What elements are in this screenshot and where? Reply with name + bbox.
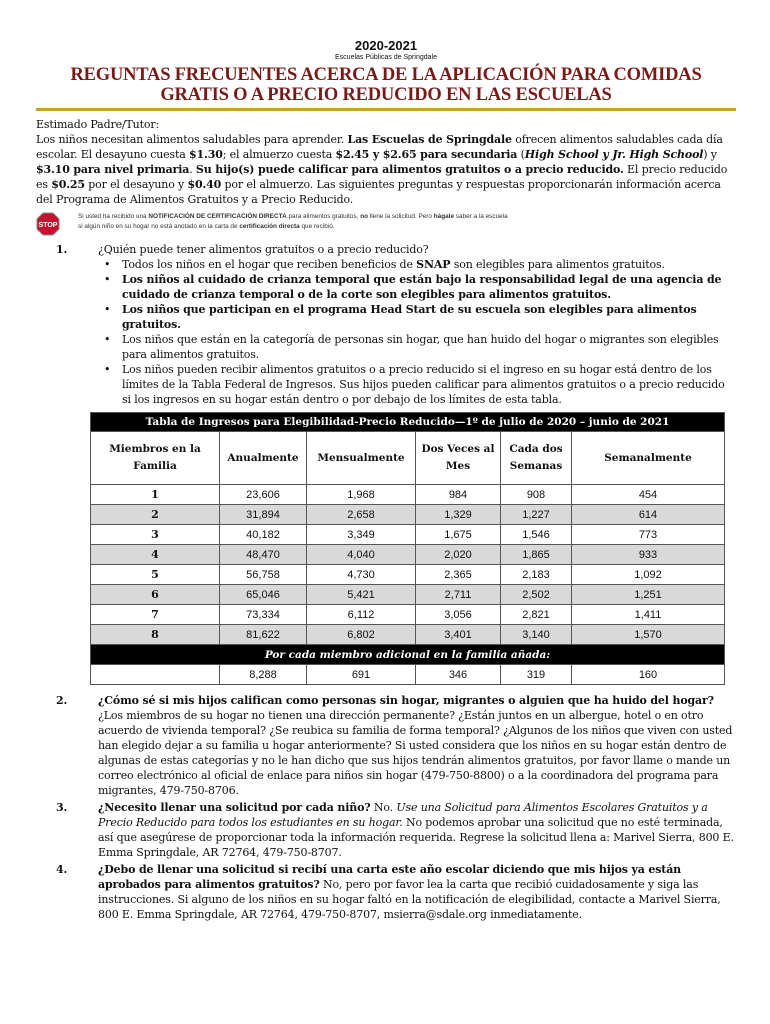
document-page: [36, 38, 736, 922]
income-cell: 81,622: [220, 625, 307, 645]
income-cell: 1,570: [572, 625, 725, 645]
question-number: 2.: [56, 694, 68, 707]
intro-text: por el almuerzo. Las siguientes preguntas y respuestas proporcionarán información acerca del Programa de Alimentos Gratuitos y a Precio Reducido.: [36, 178, 721, 206]
income-cell: 1,675: [416, 525, 501, 545]
income-eligibility-table: [90, 412, 725, 685]
table-row: [91, 485, 725, 505]
question-3-text: ¿Necesito llenar una solicitud por cada niño?: [98, 801, 371, 814]
income-cell: 3,056: [416, 605, 501, 625]
stop-sign-label: STOP: [38, 222, 58, 229]
income-cell: 1,865: [501, 545, 572, 565]
qualify-statement: Su hijo(s) puede calificar para alimentos gratuitos o a precio reducido.: [195, 163, 624, 176]
income-cell: 40,182: [220, 525, 307, 545]
lunch-price-primary: $3.10 para nivel primaria: [36, 163, 190, 176]
income-cell: 4,730: [307, 565, 416, 585]
question-2: [36, 693, 736, 798]
column-header: Miembros en la Familia: [91, 432, 220, 485]
income-cell: 2,711: [416, 585, 501, 605]
income-cell: 908: [501, 485, 572, 505]
notice-line-1: [78, 212, 508, 222]
question-number: 1.: [56, 243, 68, 256]
household-size-cell: 7: [91, 605, 220, 625]
notice-line-2: [78, 222, 508, 232]
intro-text: ofrecen alimentos saludables cada día escolar. El desayuno cuesta: [36, 133, 723, 161]
income-cell: 23,606: [220, 485, 307, 505]
income-cell: 6,802: [307, 625, 416, 645]
income-cell: 1,546: [501, 525, 572, 545]
income-cell: 1,227: [501, 505, 572, 525]
intro-text: ; el almuerzo cuesta: [222, 148, 336, 161]
question-number: 3.: [56, 801, 68, 814]
notice-text: [78, 212, 508, 232]
income-cell: 2,020: [416, 545, 501, 565]
intro-text: .: [189, 163, 196, 176]
household-size-cell: 3: [91, 525, 220, 545]
list-item: [122, 272, 736, 302]
stop-sign-icon: [36, 212, 60, 236]
income-cell: 1,968: [307, 485, 416, 505]
breakfast-price: $1.30: [189, 148, 223, 161]
notice-text-part: si algún niño en su hogar no está anotado en la carta de: [78, 223, 240, 230]
table-row: [91, 505, 725, 525]
greeting: Estimado Padre/Tutor:: [36, 118, 160, 131]
household-size-cell: 5: [91, 565, 220, 585]
household-size-cell: 1: [91, 485, 220, 505]
notice-text-part: Si usted ha recibido una: [78, 213, 149, 220]
column-header: Cada dos Semanas: [501, 432, 572, 485]
eligibility-list: [98, 257, 736, 407]
list-text: Todos los niños en el hogar que reciben beneficios de: [122, 258, 417, 271]
notice-bold: no: [360, 213, 369, 220]
question-2-answer: ¿Los miembros de su hogar no tienen una dirección permanente? ¿Están juntos en un albergue, hotel o en otro acuerdo de vivienda temporal? ¿Se reubica su familia de forma temporal? ¿Algunos de los niños que viven con usted han elegido dejar a su familia u hogar anteriormente? Si usted considera que los niños en su hogar están dentro de algunas de estas categorías y no le han dicho que sus hijos tendrán alimentos gratuitos, por favor llame o mande un correo electrónico al oficial de enlace para niños sin hogar (479-750-8800) o a la coordinadora del programa para migrantes, 479-750-8706.: [98, 709, 733, 797]
income-cell: 2,183: [501, 565, 572, 585]
household-size-cell: 2: [91, 505, 220, 525]
lunch-price-secondary: $2.45 y $2.65 para secundaria: [335, 148, 518, 161]
question-1-text: ¿Quién puede tener alimentos gratuitos o a precio reducido?: [98, 243, 429, 256]
income-cell: 454: [572, 485, 725, 505]
income-cell: 2,658: [307, 505, 416, 525]
list-item: [122, 332, 736, 362]
question-number: 4.: [56, 863, 68, 876]
additional-member-label: Por cada miembro adicional en la familia añada:: [91, 645, 725, 665]
school-year: 2020-2021: [354, 38, 418, 53]
additional-annual: 8,288: [220, 665, 307, 685]
reduced-breakfast-price: $0.25: [51, 178, 85, 191]
income-cell: 3,140: [501, 625, 572, 645]
household-size-cell: 4: [91, 545, 220, 565]
column-header: Anualmente: [220, 432, 307, 485]
notice-text-part: llene la solicitud. Pero: [368, 213, 434, 220]
income-cell: 73,334: [220, 605, 307, 625]
answer-text: No.: [370, 801, 397, 814]
table-title: Tabla de Ingresos para Elegibilidad-Precio Reducido—1º de julio de 2020 – junio de 2021: [91, 413, 725, 432]
question-2-text: ¿Cómo sé si mis hijos califican como personas sin hogar, migrantes o alguien que ha huido del hogar?: [98, 694, 714, 707]
household-size-cell: 6: [91, 585, 220, 605]
direct-certification-notice: [36, 212, 736, 236]
question-3: [36, 800, 736, 860]
table-row: [91, 525, 725, 545]
column-header: Dos Veces al Mes: [416, 432, 501, 485]
intro-text: por el desayuno y: [84, 178, 188, 191]
income-cell: 65,046: [220, 585, 307, 605]
page-title: [36, 65, 736, 105]
notice-bold: NOTIFICACIÓN DE CERTIFICACIÓN DIRECTA: [148, 213, 287, 220]
household-size-cell: 8: [91, 625, 220, 645]
question-1: [36, 242, 736, 407]
district-bold: Las Escuelas de Springdale: [347, 133, 512, 146]
income-cell: 614: [572, 505, 725, 525]
answer-text: No podemos aprobar una solicitud que no esté terminada, así que asegúrese de proporcionar toda la información requerida. Regrese la solicitud llena a: Marivel Sierra, 800 E. Emma Springdale, AR 72764, 479-750-8707.: [98, 816, 734, 859]
answer-text: No, pero por favor lea la carta que recibió cuidadosamente y siga las instrucciones. Si alguno de los niños en su hogar faltó en la notificación de elegibilidad, contacte a Marivel Sierra, 800 E. Emma Springdale, AR 72764, 479-750-8707, msierra@sdale.org inmediatamente.: [98, 878, 721, 921]
table-row: [91, 545, 725, 565]
district-name: Escuelas Públicas de Springdale: [335, 54, 437, 61]
income-cell: 3,349: [307, 525, 416, 545]
intro-text: ): [703, 148, 708, 161]
income-cell: 31,894: [220, 505, 307, 525]
list-text: Los niños pueden recibir alimentos gratuitos o a precio reducido si el ingreso en su hogar está dentro de los límites de la Tabla Federal de Ingresos. Sus hijos pueden calificar para alimentos gratuitos o a precio reducido si los ingresos en su hogar están dentro o por debajo de los límites de esta tabla.: [122, 363, 725, 406]
intro-text: El precio reducido es: [36, 163, 728, 191]
income-cell: 933: [572, 545, 725, 565]
income-cell: 773: [572, 525, 725, 545]
answer-italic: Use una Solicitud para Alimentos Escolares Gratuitos y a Precio Reducido para todos los estudiantes en su hogar.: [98, 801, 708, 829]
list-item: [122, 362, 736, 407]
column-header: Semanalmente: [572, 432, 725, 485]
title-divider: [36, 108, 736, 111]
income-cell: 1,411: [572, 605, 725, 625]
notice-text-part: que recibió.: [299, 223, 335, 230]
list-text: Los niños al cuidado de crianza temporal que están bajo la responsabilidad legal de una agencia de cuidado de crianza temporal o de la corte son elegibles para alimentos gratuitos.: [122, 273, 722, 301]
income-cell: 1,092: [572, 565, 725, 585]
additional-weekly: 160: [572, 665, 725, 685]
intro-text: (: [517, 148, 525, 161]
list-item: [122, 257, 736, 272]
title-line-1: REGUNTAS FRECUENTES ACERCA DE LA APLICACIÓN PARA COMIDAS: [70, 65, 702, 85]
list-text: son elegibles para alimentos gratuitos.: [450, 258, 665, 271]
notice-bold: hágale: [433, 213, 455, 220]
table-row: [91, 565, 725, 585]
income-cell: 2,502: [501, 585, 572, 605]
column-header: Mensualmente: [307, 432, 416, 485]
table-row: [91, 625, 725, 645]
intro-letter: [36, 117, 736, 207]
snap-label: SNAP: [416, 258, 451, 271]
notice-text-part: para alimentos gratuitos,: [286, 213, 361, 220]
question-4: [36, 862, 736, 922]
additional-monthly: 691: [307, 665, 416, 685]
income-cell: 1,251: [572, 585, 725, 605]
table-body: [91, 485, 725, 645]
income-cell: 2,365: [416, 565, 501, 585]
table-cell: [91, 665, 220, 685]
list-text: Los niños que están en la categoría de personas sin hogar, que han huido del hogar o migrantes son elegibles para alimentos gratuitos.: [122, 333, 719, 361]
income-cell: 1,329: [416, 505, 501, 525]
income-cell: 3,401: [416, 625, 501, 645]
table-row: [91, 605, 725, 625]
question-4-text: ¿Debo de llenar una solicitud si recibí una carta este año escolar diciendo que mis hijos ya están aprobados para alimentos gratuitos?: [98, 863, 682, 891]
additional-twice-monthly: 346: [416, 665, 501, 685]
list-item: [122, 302, 736, 332]
income-cell: 5,421: [307, 585, 416, 605]
notice-bold: certificación directa: [239, 223, 300, 230]
income-cell: 48,470: [220, 545, 307, 565]
reduced-lunch-price: $0.40: [187, 178, 222, 191]
income-cell: 984: [416, 485, 501, 505]
title-line-2: GRATIS O A PRECIO REDUCIDO EN LAS ESCUELAS: [160, 85, 612, 105]
high-school-label: High School y Jr. High School: [524, 148, 704, 161]
intro-paragraph: [36, 132, 736, 207]
income-cell: 56,758: [220, 565, 307, 585]
income-cell: 4,040: [307, 545, 416, 565]
income-cell: 2,821: [501, 605, 572, 625]
table-row: [91, 585, 725, 605]
notice-text-part: saber a la escuela: [454, 213, 508, 220]
additional-biweekly: 319: [501, 665, 572, 685]
intro-text: Los niños necesitan alimentos saludables para aprender.: [36, 133, 348, 146]
income-cell: 6,112: [307, 605, 416, 625]
list-text: Los niños que participan en el programa Head Start de su escuela son elegibles para alimentos gratuitos.: [122, 303, 697, 331]
intro-text: y: [707, 148, 717, 161]
